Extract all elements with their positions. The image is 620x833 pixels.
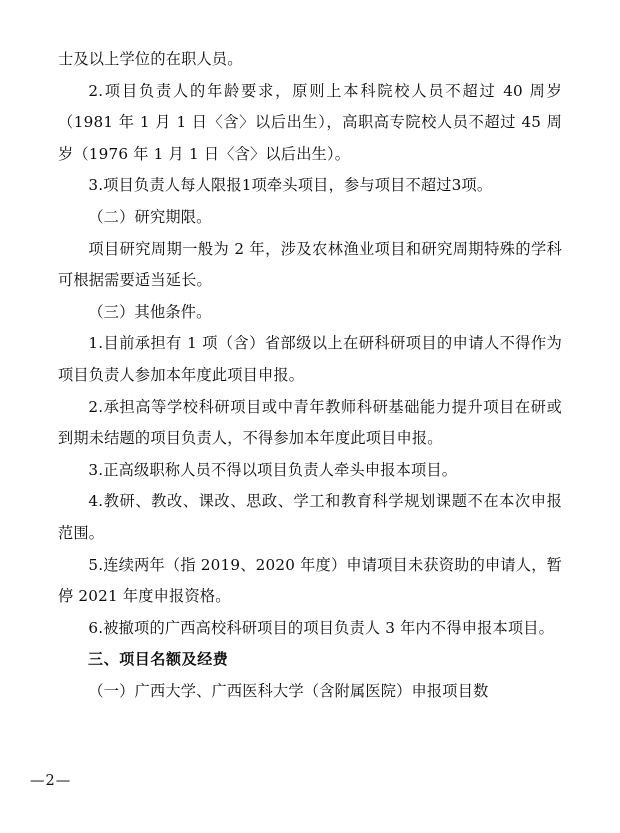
paragraph-quota-item-1: （一）广西大学、广西医科大学（含附属医院）申报项目数 [88, 681, 489, 700]
paragraph-condition-2: 2.承担高等学校科研项目或中青年教师科研基础能力提升项目在研或到期未结题的项目负责人，不得参加本年度此项目申报。 [58, 397, 562, 448]
paragraph-other-conditions-title: （三）其他条件。 [88, 302, 212, 321]
paragraph-research-period-body: 项目研究周期一般为 2 年，涉及农林渔业项目和研究周期特殊的学科可根据需要适当延长。 [58, 239, 562, 290]
paragraph-condition-3: 3.正高级职称人员不得以项目负责人牵头申报本项目。 [88, 460, 458, 479]
paragraph-project-limit: 3.项目负责人每人限报1项牵头项目，参与项目不超过3项。 [88, 176, 493, 195]
paragraph-condition-4: 4.教研、教改、课改、思政、学工和教育科学规划课题不在本次申报范围。 [58, 492, 562, 542]
document-body [58, 44, 562, 707]
paragraph-continued: 士及以上学位的在职人员。 [58, 50, 243, 68]
paragraph-research-period-title: （二）研究期限。 [88, 207, 212, 226]
paragraph-condition-1: 1.目前承担有 1 项（含）省部级以上在研科研项目的申请人不得作为项目负责人参加本年度此项目申报。 [58, 334, 562, 384]
paragraph-condition-6: 6.被撤项的广西高校科研项目的项目负责人 3 年内不得申报本项目。 [88, 618, 555, 637]
section-heading-three: 三、项目名额及经费 [88, 650, 229, 669]
page-number: —2— [30, 773, 72, 789]
paragraph-age-requirement: 2.项目负责人的年龄要求，原则上本科院校人员不超过 40 周岁（1981 年 1 月 1 日〈含〉以后出生），高职高专院校人员不超过 45 周岁（1976 年 1 月 1 日〈含〉以后出生）。 [58, 81, 562, 163]
paragraph-condition-5: 5.连续两年（指 2019、2020 年度）申请项目未获资助的申请人，暂停 2021 年度申报资格。 [58, 555, 562, 606]
